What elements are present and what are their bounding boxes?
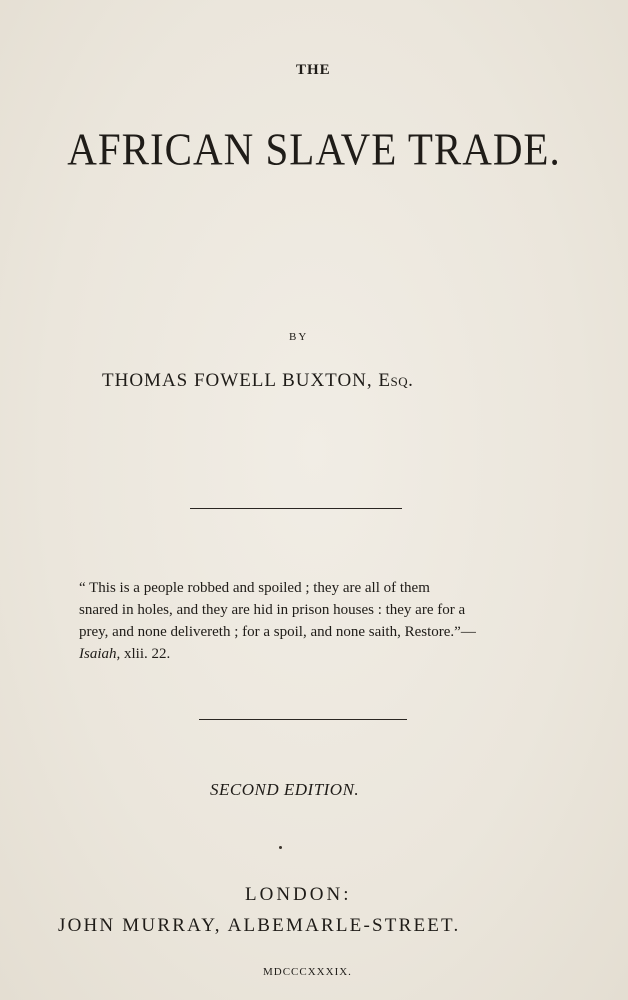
- epigraph-line: prey, and none delivereth ; for a spoil, and none saith, Restore.”—: [79, 624, 476, 640]
- imprint-publisher: JOHN MURRAY, ALBEMARLE-STREET.: [58, 915, 461, 936]
- author-name: THOMAS FOWELL BUXTON,: [102, 370, 373, 391]
- byline-label: BY: [289, 331, 309, 343]
- edition-label: SECOND EDITION.: [210, 780, 360, 799]
- book-title: AFRICAN SLAVE TRADE.: [67, 123, 561, 175]
- imprint-city: LONDON:: [245, 884, 352, 905]
- epigraph-line: “ This is a people robbed and spoiled ; they are all of them: [79, 580, 430, 596]
- citation-book: Isaiah,: [79, 646, 121, 662]
- author-line: [102, 370, 413, 392]
- citation-reference: xlii. 22.: [120, 646, 171, 662]
- epigraph-line: snared in holes, and they are hid in prison houses : they are for a: [79, 602, 466, 618]
- imprint-year: MDCCCXXXIX.: [263, 966, 352, 978]
- author-suffix: Esq.: [378, 370, 414, 391]
- divider-rule-top: [190, 508, 402, 509]
- title-article: THE: [296, 62, 331, 78]
- ink-speck: [279, 846, 282, 849]
- epigraph-quote: [79, 577, 539, 665]
- divider-rule-bottom: [199, 719, 407, 720]
- epigraph-citation: [79, 643, 539, 665]
